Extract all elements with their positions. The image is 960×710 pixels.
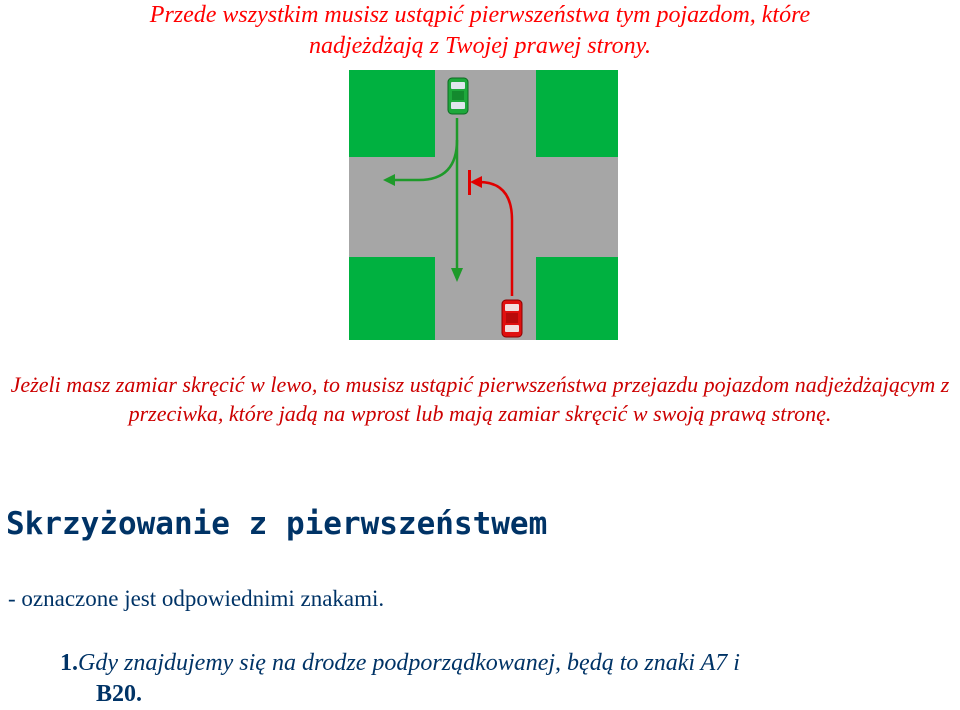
list-item bbox=[60, 648, 940, 710]
intersection-diagram bbox=[349, 70, 618, 340]
intro-text bbox=[40, 0, 920, 62]
green-car-icon bbox=[448, 78, 468, 114]
list-item-continuation: B20. bbox=[96, 681, 143, 707]
intro-line-1: Przede wszystkim musisz ustąpić pierwszeństwa tym pojazdom, które bbox=[149, 2, 811, 28]
grass-top-right bbox=[536, 70, 618, 157]
grass-top-left bbox=[349, 70, 435, 157]
red-car-icon bbox=[502, 300, 522, 337]
grass-bottom-right bbox=[536, 257, 618, 340]
marked-signs-text: - oznaczone jest odpowiednimi znakami. bbox=[8, 586, 385, 611]
red-stop-line bbox=[468, 170, 471, 195]
left-turn-rule-text: Jeżeli masz zamiar skręcić w lewo, to musisz ustąpić pierwszeństwa przejazdu pojazdom nadjeżdżającym z przeciwka, które jadą na wprost lub mają zamiar skręcić w swoją prawą stronę. bbox=[10, 372, 950, 426]
list-item-number: 1. bbox=[60, 650, 78, 676]
section-heading: Skrzyżowanie z pierwszeństwem bbox=[6, 506, 548, 542]
grass-bottom-left bbox=[349, 257, 435, 340]
list-item-text: Gdy znajdujemy się na drodze podporządkowanej, będą to znaki A7 i bbox=[78, 650, 740, 676]
intro-line-2: nadjeżdżają z Twojej prawej strony. bbox=[308, 33, 652, 59]
